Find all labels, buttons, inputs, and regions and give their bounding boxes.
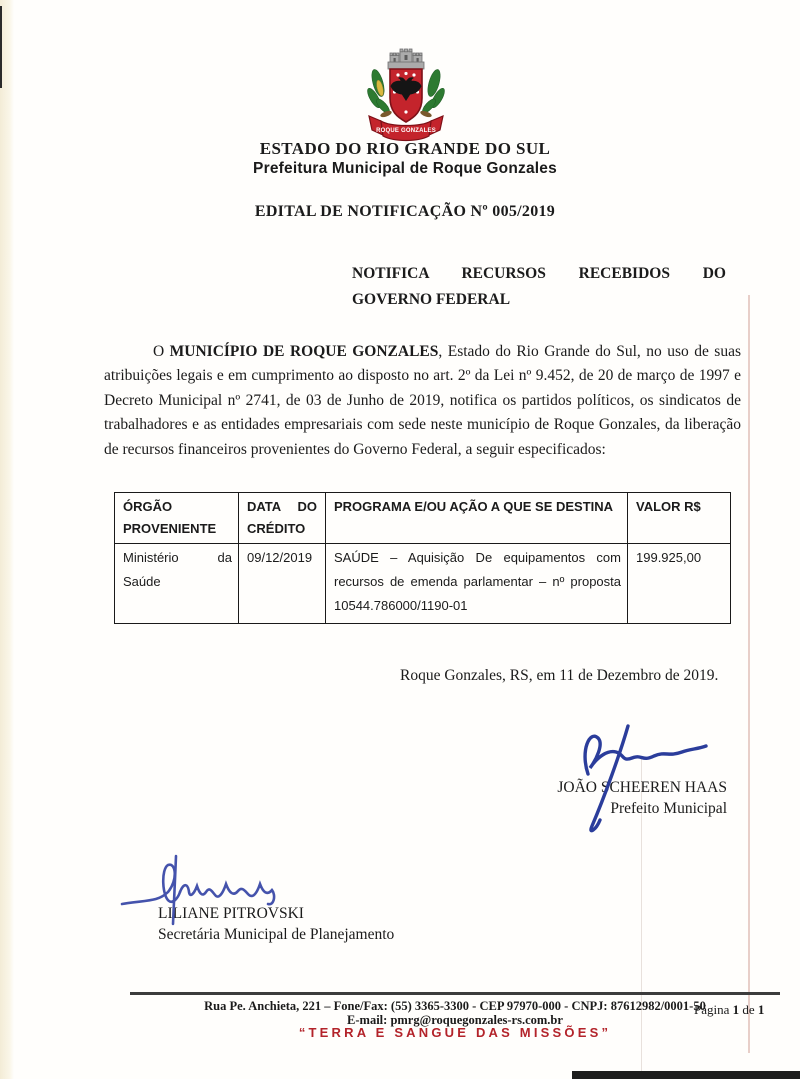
secretary-role: Secretária Municipal de Planejamento xyxy=(158,926,395,943)
scan-fold-line xyxy=(748,295,750,1053)
cell-orgao: Ministério da Saúde xyxy=(115,544,239,624)
municipality-heading: Prefeitura Municipal de Roque Gonzales xyxy=(253,160,557,177)
cell-data-credito: 09/12/2019 xyxy=(239,544,326,624)
mayor-signature-block xyxy=(557,777,727,819)
page-number: 1 xyxy=(732,1002,740,1017)
mayor-name: JOÃO SCHEEREN HAAS xyxy=(557,779,727,796)
col-header-data-credito: DATA DO CRÉDITO xyxy=(239,493,326,544)
body-lead: O xyxy=(153,343,170,360)
footer-email: E-mail: pmrg@roquegonzales-rs.com.br xyxy=(347,1013,563,1027)
col-header-valor: VALOR R$ xyxy=(628,493,731,544)
col-header-orgao: ÓRGÃO PROVENIENTE xyxy=(115,493,239,544)
body-text: , Estado do Rio Grande do Sul, no uso de suas atribuições legais e em cumprimento ao disposto no art. 2º da Lei nº 9.452, de 20 de março de 1997 e Decreto Municipal nº 2741, de 03 de Junho de 2019, notifica os partidos políticos, os sindicatos de trabalhadores e as entidades empresariais com sede neste município de Roque Gonzales, da liberação de recursos financeiros provenientes do Governo Federal, a seguir especificados: xyxy=(104,343,741,458)
mayor-role: Prefeito Municipal xyxy=(610,800,727,817)
page-label: Página xyxy=(694,1002,730,1017)
footer-divider xyxy=(130,992,780,995)
footer-address: Rua Pe. Anchieta, 221 – Fone/Fax: (55) 3365-3300 - CEP 97970-000 - CNPJ: 87612982/0001-50 xyxy=(204,999,706,1013)
secretary-name: LILIANE PITROVSKI xyxy=(158,905,304,922)
secretary-signature-block xyxy=(158,903,394,945)
state-heading: ESTADO DO RIO GRANDE DO SUL xyxy=(259,139,551,158)
cell-valor: 199.925,00 xyxy=(628,544,731,624)
scan-artifact-corner xyxy=(572,1071,800,1079)
date-place-line: Roque Gonzales, RS, em 11 de Dezembro de 2019. xyxy=(400,667,719,684)
table-row xyxy=(115,544,731,624)
page-of-label: de xyxy=(742,1002,755,1017)
document-title: EDITAL DE NOTIFICAÇÃO Nº 005/2019 xyxy=(254,203,556,220)
page-total: 1 xyxy=(757,1002,765,1017)
scan-artifact-line xyxy=(0,6,2,88)
body-paragraph xyxy=(104,340,741,462)
scan-edge-left xyxy=(0,0,14,1079)
municipal-coat-of-arms-icon xyxy=(361,48,451,142)
cell-programa: SAÚDE – Aquisição De equipamentos com recursos de emenda parlamentar – nº proposta 10544.786000/1190-01 xyxy=(326,544,628,624)
col-header-programa: PROGRAMA E/OU AÇÃO A QUE SE DESTINA xyxy=(326,493,628,544)
federal-funds-table xyxy=(114,492,731,624)
subject-line-2: GOVERNO FEDERAL xyxy=(352,291,511,308)
footer-motto: “TERRA E SANGUE DAS MISSÕES” xyxy=(298,1025,612,1040)
subject-line-1: NOTIFICA RECURSOS RECEBIDOS DO xyxy=(352,265,726,282)
crest-ribbon-text: ROQUE GONZALES xyxy=(376,128,436,134)
table-header-row xyxy=(115,493,731,544)
body-municipality-name: MUNICÍPIO DE ROQUE GONZALES xyxy=(169,343,439,360)
page-indicator xyxy=(694,1002,764,1018)
crest-mural-crown xyxy=(388,49,424,69)
subject-block xyxy=(352,261,726,313)
